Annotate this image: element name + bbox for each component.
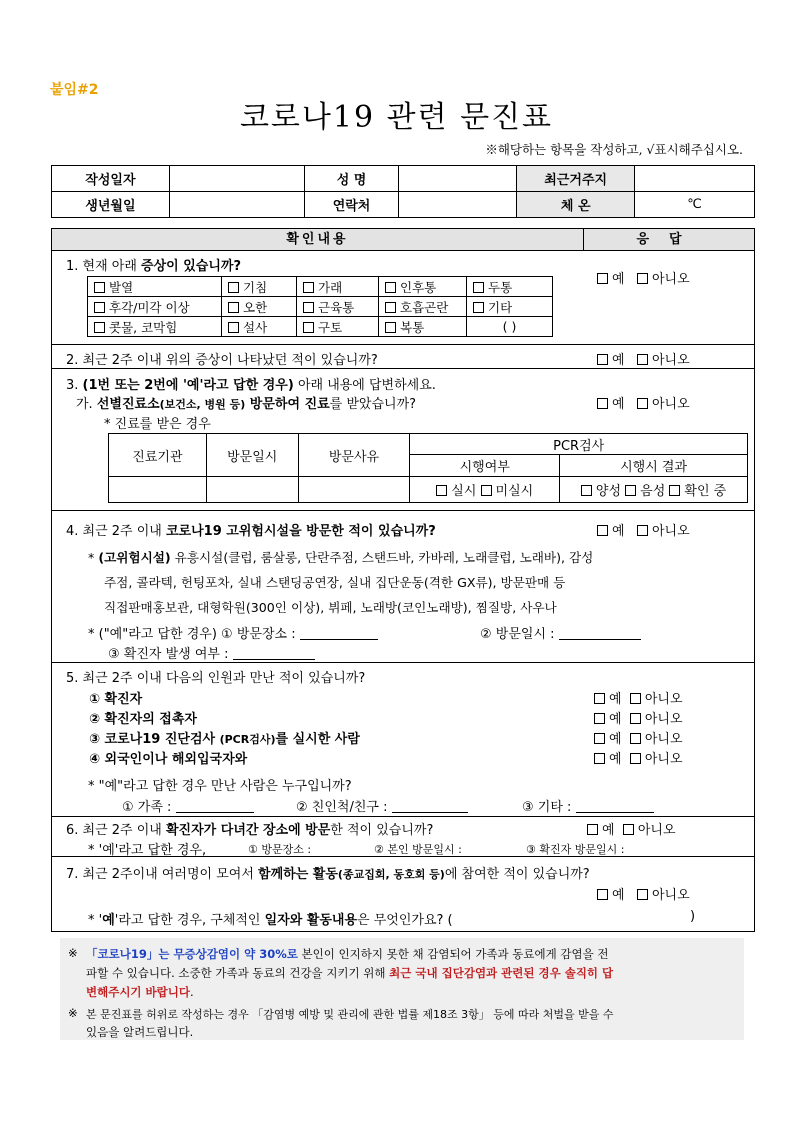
pcr-done-options (410, 477, 560, 503)
symptom-breathing[interactable]: 호흡곤란 (379, 297, 467, 317)
q7-answer (597, 884, 690, 903)
treatment-table (108, 433, 748, 503)
symptom-cough[interactable]: 기침 (222, 277, 297, 297)
q4-yes-checkbox[interactable]: 예 (597, 524, 625, 539)
q7-yes-checkbox[interactable]: 예 (597, 888, 625, 903)
pcr-notdone-checkbox[interactable]: 미실시 (481, 484, 534, 499)
written-date-field[interactable] (169, 166, 304, 192)
q3-yes-checkbox[interactable]: 예 (597, 397, 625, 412)
q5-3-yes-checkbox[interactable]: 예 (594, 732, 622, 747)
symptom-vomit[interactable]: 구토 (297, 317, 379, 337)
q1-answer (597, 268, 690, 287)
pcr-result-options (560, 477, 748, 503)
q2-yes-checkbox[interactable]: 예 (597, 353, 625, 368)
q5-title: 5. 최근 2주 이내 다음의 인원과 만난 적이 있습니까? (66, 671, 366, 686)
q2-answer (597, 349, 690, 368)
visit-reason-field[interactable] (298, 477, 410, 503)
q5-3-no-checkbox[interactable]: 아니오 (630, 732, 683, 747)
q6-yes-checkbox[interactable]: 예 (587, 823, 615, 838)
q1-no-checkbox[interactable]: 아니오 (637, 272, 690, 287)
q5-item-2: ② 확진자의 접촉자 (89, 712, 197, 727)
question-4 (52, 511, 754, 663)
q5-1-yes-checkbox[interactable]: 예 (594, 692, 622, 707)
contact-field[interactable] (399, 192, 517, 218)
contact-label: 연락처 (304, 192, 399, 218)
q3-line1: 3. (1번 또는 2번에 '예'라고 답한 경우) 아래 내용에 답변하세요. (66, 378, 436, 393)
q5-item-1: ① 확진자 (89, 692, 143, 707)
note-1-line2: 파할 수 있습니다. 소중한 가족과 동료의 건강을 지키기 위해 최근 국내 집단감염과 관련된 경우 솔직히 답 (86, 966, 614, 980)
symptom-smell-taste[interactable]: 후각/미각 이상 (88, 297, 222, 317)
symptom-runny-nose[interactable]: 콧물, 코막힘 (88, 317, 222, 337)
question-5 (52, 663, 754, 817)
q5-answer-1 (594, 688, 683, 707)
q6-case-date[interactable]: ③ 확진자 방문일시 : (526, 843, 625, 856)
q6-follow: * '예'라고 답한 경우, (88, 843, 207, 858)
note-2-line2: 있음을 알려드립니다. (86, 1025, 194, 1039)
q4-visit-date: ② 방문일시 : (480, 623, 641, 642)
symptom-other-field[interactable]: ( ) (467, 317, 553, 337)
visit-place-field[interactable] (300, 628, 378, 640)
visit-date-field[interactable] (206, 477, 298, 503)
col-pcr: PCR검사 (410, 434, 748, 455)
family-field[interactable] (176, 801, 254, 813)
symptom-chills[interactable]: 오한 (222, 297, 297, 317)
note-1-mark: ※ (68, 946, 78, 960)
q5-4-no-checkbox[interactable]: 아니오 (630, 752, 683, 767)
header-answer: 응답 (636, 232, 702, 247)
q4-line3: 직접판매홍보관, 대형학원(300인 이상), 뷔페, 노래방(코인노래방), 찜질방, 사우나 (104, 600, 557, 615)
temperature-label: 체 온 (517, 192, 635, 218)
question-6 (52, 817, 754, 857)
name-label: 성 명 (304, 166, 399, 192)
symptom-fever[interactable]: 발열 (88, 277, 222, 297)
instruction-text: ※해당하는 항목을 작성하고, √표시해주십시오. (485, 142, 743, 157)
q5-follow: * "예"라고 답한 경우 만난 사람은 누구입니까? (88, 779, 352, 794)
q5-2-no-checkbox[interactable]: 아니오 (630, 712, 683, 727)
birth-field[interactable] (169, 192, 304, 218)
q7-close-paren: ) (690, 909, 696, 924)
header-content: 확인내용 (52, 229, 584, 250)
footer-notes (60, 938, 744, 1040)
question-2 (52, 345, 754, 369)
symptom-muscle-pain[interactable]: 근육통 (297, 297, 379, 317)
residence-field[interactable] (635, 166, 755, 192)
q7-no-checkbox[interactable]: 아니오 (637, 888, 690, 903)
q3-no-checkbox[interactable]: 아니오 (637, 397, 690, 412)
q6-self-date[interactable]: ② 본인 방문일시 : (374, 843, 462, 856)
table-header (52, 229, 754, 251)
questionnaire-table (51, 228, 755, 932)
pcr-negative-checkbox[interactable]: 음성 (625, 484, 665, 499)
q5-2-yes-checkbox[interactable]: 예 (594, 712, 622, 727)
q7-text: 7. 최근 2주이내 여러명이 모여서 함께하는 활동(종교집회, 동호회 등)에 참여한 적이 있습니까? (66, 867, 590, 882)
pcr-done-checkbox[interactable]: 실시 (436, 484, 476, 499)
q3-line2: 가. 선별진료소(보건소, 병원 등) 방문하여 진료를 받았습니까? (76, 397, 417, 412)
question-3 (52, 369, 754, 511)
q1-yes-checkbox[interactable]: 예 (597, 272, 625, 287)
q5-other: ③ 기타 : (522, 796, 654, 815)
symptom-sore-throat[interactable]: 인후통 (379, 277, 467, 297)
col-visit-reason: 방문사유 (298, 434, 410, 477)
note-1-line3: 변해주시기 바랍니다. (86, 985, 194, 999)
question-7 (52, 857, 754, 931)
symptom-diarrhea[interactable]: 설사 (222, 317, 297, 337)
q7-follow: * '예'라고 답한 경우, 구체적인 일자와 활동내용은 무엇인가요? ( (88, 913, 453, 928)
personal-info-table (51, 165, 755, 218)
written-date-label: 작성일자 (52, 166, 170, 192)
q3-note: * 진료를 받은 경우 (104, 417, 211, 432)
name-field[interactable] (399, 166, 517, 192)
q5-1-no-checkbox[interactable]: 아니오 (630, 692, 683, 707)
q2-text: 2. 최근 2주 이내 위의 증상이 나타났던 적이 있습니까? (66, 353, 378, 368)
note-2-line1: 본 문진표를 허위로 작성하는 경우 「감염병 예방 및 관리에 관한 법률 제18조 3항」 등에 따라 처벌을 받을 수 (86, 1008, 614, 1021)
q6-place[interactable]: ① 방문장소 : (248, 843, 312, 856)
note-1-line1: 「코로나19」는 무증상감염이 약 30%로 본인이 인지하지 못한 채 감염되어 가족과 동료에게 감염을 전 (86, 947, 609, 961)
symptom-grid (87, 276, 553, 337)
attachment-tag: 붙임#2 (50, 82, 99, 98)
q5-item-4: ④ 외국인이나 해외입국자와 (89, 752, 248, 767)
page-title: 코로나19 관련 문진표 (239, 100, 554, 135)
q1-text: 1. 현재 아래 증상이 있습니까? (66, 259, 242, 274)
q4-no-checkbox[interactable]: 아니오 (637, 524, 690, 539)
q5-answer-4 (594, 748, 683, 767)
q4-confirmed-case: ③ 확진자 발생 여부 : (108, 643, 315, 662)
q6-no-checkbox[interactable]: 아니오 (623, 823, 676, 838)
relatives-field[interactable] (392, 801, 468, 813)
col-institution: 진료기관 (109, 434, 207, 477)
q6-answer (587, 819, 676, 838)
q4-line2: 주점, 콜라텍, 헌팅포차, 실내 스탠딩공연장, 실내 집단운동(격한 GX류), 방문판매 등 (104, 575, 566, 590)
residence-label: 최근거주지 (517, 166, 635, 192)
q4-visit-place: * ("예"라고 답한 경우) ① 방문장소 : (88, 623, 378, 642)
other-field[interactable] (576, 801, 654, 813)
q3-answer (597, 393, 690, 412)
institution-field[interactable] (109, 477, 207, 503)
q6-text: 6. 최근 2주 이내 확진자가 다녀간 장소에 방문한 적이 있습니까? (66, 823, 434, 838)
pcr-pending-checkbox[interactable]: 확인 중 (669, 484, 726, 499)
col-pcr-done: 시행여부 (410, 455, 560, 477)
q5-answer-2 (594, 708, 683, 727)
q2-no-checkbox[interactable]: 아니오 (637, 353, 690, 368)
note-2-mark: ※ (68, 1006, 78, 1020)
col-pcr-result: 시행시 결과 (560, 455, 748, 477)
symptom-stomachache[interactable]: 복통 (379, 317, 467, 337)
birth-label: 생년월일 (52, 192, 170, 218)
symptom-headache[interactable]: 두통 (467, 277, 553, 297)
q4-answer (597, 520, 690, 539)
col-visit-date: 방문일시 (206, 434, 298, 477)
q5-item-3: ③ 코로나19 진단검사 (PCR검사)를 실시한 사람 (89, 732, 360, 747)
q4-text: 4. 최근 2주 이내 코로나19 고위험시설을 방문한 적이 있습니까? (66, 524, 436, 539)
q4-line1: * (고위험시설) 유흥시설(클럽, 룸살롱, 단란주점, 스탠드바, 카바레, 노래클럽, 노래바), 감성 (88, 550, 594, 565)
q5-4-yes-checkbox[interactable]: 예 (594, 752, 622, 767)
visit-date-line-field[interactable] (559, 628, 641, 640)
q5-answer-3 (594, 728, 683, 747)
symptom-other[interactable]: 기타 (467, 297, 553, 317)
question-1 (52, 251, 754, 345)
symptom-phlegm[interactable]: 가래 (297, 277, 379, 297)
q5-family: ① 가족 : (122, 796, 254, 815)
temperature-field[interactable]: ℃ (635, 192, 755, 218)
pcr-positive-checkbox[interactable]: 양성 (581, 484, 621, 499)
q5-relatives: ② 친인척/친구 : (296, 796, 468, 815)
confirmed-case-field[interactable] (233, 648, 315, 660)
